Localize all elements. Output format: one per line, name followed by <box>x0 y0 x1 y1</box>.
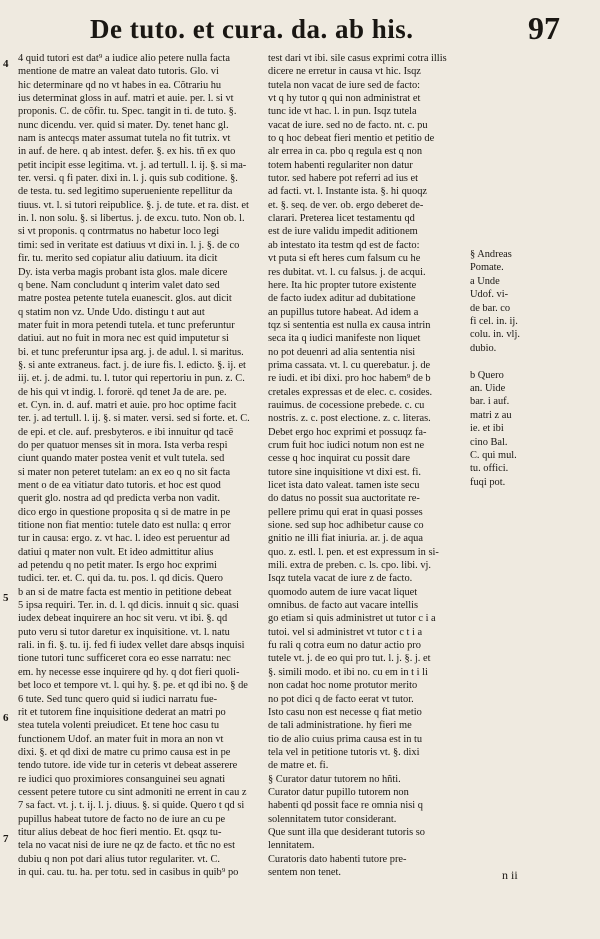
text-line: titione non fiat mentio: tutele dato est nulla: q error <box>18 520 231 532</box>
text-line: tutor. sed habere pot referri ad ius et <box>268 173 419 185</box>
text-line: 5 ipsa requiri. Ter. in. d. l. qd dicis. innuit q sic. quasi <box>18 600 240 612</box>
text-line: re iudici quo proximiores consanguinei seu agnati <box>18 773 226 785</box>
text-line: iudex debeat inquirere an hoc sit veru. vt ibi. §. qd <box>18 613 228 625</box>
text-line: omnibus. de facto aut vacare intellis <box>268 600 419 612</box>
text-line: Dy. ista verba magis probant ista glos. male dicere <box>18 266 228 278</box>
text-line: mili. extra de preben. c. ls. cpo. libi. vj. <box>268 560 432 572</box>
gloss-line: bar. i auf. <box>470 396 510 408</box>
text-line: in qui. cau. tu. ha. per totu. sed in casibus in quib⁹ po <box>18 866 239 878</box>
text-line: lennitatem. <box>268 840 315 852</box>
text-line: si mater non peteret tutelam: an ex eo q no sit facta <box>18 466 231 478</box>
text-line: Curator datur pupillo tutorem non <box>268 786 409 798</box>
text-line: pupillus habeat tutore de facto no de iure an cu pe <box>18 813 226 825</box>
text-line: tiuus. vt. l. si tutori reipublice. §. j. de tute. et ra. dist. et <box>18 199 249 211</box>
gloss-line <box>470 355 596 368</box>
gloss-line: colu. in. vlj. <box>470 329 520 341</box>
text-line: b an si de matre facta est mentio in petitione debeat <box>18 586 232 598</box>
gloss-line: de bar. co <box>470 302 511 314</box>
text-line: go etiam si quis administret ut tutor c i a <box>268 613 436 625</box>
running-title: De tuto. et cura. da. ab his. <box>90 14 414 44</box>
text-line: fu rali q cotra eum no datur actio pro <box>268 640 421 652</box>
folio-number: 97 <box>528 10 560 46</box>
text-line: no pot deuenri ad alia sententia nisi <box>268 346 416 358</box>
gloss-line: b Quero <box>470 369 504 381</box>
text-line: vt q hy tutor q qui non administrat et <box>268 93 421 105</box>
text-line: datiui. aut no fuit in mora nec est quid imputetur si <box>18 333 229 345</box>
text-line: tela vel in petitione tutoris vt. §. dixi <box>268 746 420 758</box>
text-line: do per quatuor menses sit in mora. Ista verba respi <box>18 439 228 451</box>
text-line: re iudi. et ibi dixi. pro hoc habem⁹ de b <box>268 373 431 385</box>
text-line: matre postea petente tutela euanescit. glos. aut dicit <box>18 293 232 305</box>
text-line: tutela non vacat de iure sed de facto: <box>268 79 421 91</box>
text-line: ter. versi. q fi pater. dixi in. l. j. quis sub coditione. §. <box>18 173 238 185</box>
text-line: dico ergo in questione proposita q si de matre in pe <box>18 506 231 518</box>
text-line: non cadat hoc nome protutor merito <box>268 680 418 692</box>
text-line: cessent petere tutore cu sint admoniti ne errent in cau z <box>18 786 247 798</box>
text-line: in. l. non solu. §. si libertus. j. de excu. tuto. Non ob. l. <box>18 213 245 225</box>
text-line: si vt proponis. q contrmatus no habetur loco legi <box>18 226 220 238</box>
gloss-line: an. Uide <box>470 383 506 395</box>
text-line: Isqz tutela vacat de iure z de facto. <box>268 573 413 585</box>
text-line: dubiu q non pot dari alius tutor regulariter. vt. C. <box>18 853 221 865</box>
margin-number: 5 <box>3 592 9 604</box>
margin-number: 4 <box>3 58 9 70</box>
text-line: ius determinat gloss in auf. matri et auie. per. l. si vt <box>18 93 234 105</box>
text-line: sione. sed sup hoc adhibetur cause co <box>268 520 424 532</box>
text-line: tudici. ter. et. C. qui da. tu. pos. l. qd dicis. Quero <box>18 573 223 585</box>
text-line: §. si ante extraneus. fact. j. de iure fis. l. edicto. §. ij. et <box>18 359 246 371</box>
text-line: § Curator datur tutorem no hñti. <box>268 773 401 785</box>
text-line: proponis. C. de cõfir. tu. Spec. tangit in ti. de tuto. §. <box>18 106 237 118</box>
text-line: bet loco et tempore vt. l. qui hy. §. pe. et qd ibi no. § de <box>18 680 248 692</box>
text-line: §. simili modo. et ibi no. cu em in t i li <box>268 666 428 678</box>
text-line: no pot dici q de facto eerat vt tutor. <box>268 693 414 705</box>
text-line: 6 tute. Sed tunc quero quid si iudici narratu fue- <box>18 693 218 705</box>
text-line: nunc dicendu. ver. quid si mater. Dy. tenet hanc gl. <box>18 119 229 131</box>
text-line: bi. et tunc preferuntur ipsa arg. j. de adul. l. si maritus. <box>18 346 244 358</box>
text-line: est de iure validu impedit aditionem <box>268 226 418 238</box>
text-line: Isto casu non est necesse q fiat metio <box>268 706 422 718</box>
text-line: fir. tu. merito sed copiatur aliu datiuum. ita dicit <box>18 253 218 265</box>
text-line: seca ita q iudici manifeste non liquet <box>268 333 421 345</box>
text-line: ad petendu q no petit mater. Is ergo hoc exprimi <box>18 560 217 572</box>
text-line: rali. in fi. §. tu. ij. fed fi iudex vellet dare absqs inquisi <box>18 640 245 652</box>
text-line: alr errea in ca. pbo q regula est q non <box>268 146 423 158</box>
margin-number: 6 <box>3 712 9 724</box>
text-line: quomodo autem de iure vacat liquet <box>268 586 418 598</box>
gloss-line: a Unde <box>470 275 500 287</box>
text-line: q bene. Nam concludunt q interim valet dato sed <box>18 279 220 291</box>
text-line: et. Cyn. in. d. auf. matri et auie. pro hoc optime facit <box>18 399 237 411</box>
text-line: totem habenti regulariter non datur <box>268 159 413 171</box>
text-line: tutele vt. j. de eo qui pro tut. l. j. §. j. et <box>268 653 431 665</box>
text-line: cretales expressas et de elec. c. cosides. <box>268 386 433 398</box>
text-line: crum fuit hoc iudici notum non est ne <box>268 439 425 451</box>
catchword: n ii <box>502 868 518 882</box>
text-line: tutoi. vel si administret vt tutor c t i a <box>268 626 423 638</box>
text-line: em. hy necesse esse inquirere qd hy. q dot fieri quoli- <box>18 666 240 678</box>
text-line: sentem non tenet. <box>268 866 342 878</box>
text-line: tunc ide vt hac. l. in pun. Isqz tutela <box>268 106 417 118</box>
text-line: dicere ne erretur in causa vt hic. Isqz <box>268 66 421 78</box>
text-line: Debet ergo hoc exprimi et possuqz fa- <box>268 426 427 438</box>
text-line: tela no vacat nisi de iure ne qz de facto. et tñc no est <box>18 840 235 852</box>
text-line: clarari. Preterea licet testamentu qd <box>268 213 415 225</box>
text-line: here. Ita hic propter tutore existente <box>268 279 417 291</box>
text-line: hic determinare qd no vt habes in ea. Cõtrariu hu <box>18 79 222 91</box>
gloss-line: dubio. <box>470 342 497 354</box>
text-line: datiui q mater non vult. Et ideo admittitur alius <box>18 546 214 558</box>
text-line: de his qui vt indig. l. fororë. qd tenet Ja de are. pe. <box>18 386 227 398</box>
gloss-line: matri z au <box>470 409 512 421</box>
text-line: habenti qd possit face re omnia nisi q <box>268 800 423 812</box>
text-line: licet ista dato valeat. tamen iste secu <box>268 480 420 491</box>
gloss-line: § Andreas <box>470 249 512 260</box>
text-line: puto veru si tutor daretur ex inquisitione. vt. l. natu <box>18 626 230 638</box>
text-line: tqz si sententia est nulla ex causa intrin <box>268 319 431 331</box>
text-line: Curatoris dato habenti tutore pre- <box>268 853 407 865</box>
text-line: iij. et. j. de admi. tu. l. tutor qui repertoriu in pun. z. C. <box>18 373 245 385</box>
text-line: rit et tutorem fine inquisitione dederat an matri po <box>18 706 226 718</box>
text-line: vt puta si eft heres cum falsum cu he <box>268 253 421 265</box>
gloss-line: Pomate. <box>470 262 504 274</box>
text-line: nostris. z. c. post electione. z. c. literas. <box>268 413 431 425</box>
text-line: an pupillus tutore habeat. Ad idem a <box>268 306 419 318</box>
text-line: tio de alio cuius prima causa est in tu <box>268 733 423 745</box>
text-line: rauimus. de cocessione prebede. c. cu <box>268 399 425 411</box>
text-line: tutore sine inquisitione vt dixi est. fi. <box>268 466 421 478</box>
text-line: ciunt quando mater postea venit et vult tutela. sed <box>18 453 225 465</box>
text-line: ab intestato ita testm qd est de facto: <box>268 239 420 251</box>
right-text-column <box>268 52 464 879</box>
text-line: in auf. de here. q ab intest. defer. §. ex his. tñ ex quo <box>18 146 236 158</box>
text-line: tendo tutore. ide vide tur in ceteris vt debeat asserere <box>18 760 238 772</box>
text-line: timi: sed in veritate est datiuus vt dixi in. l. j. §. de co <box>18 239 240 251</box>
text-line: ment o de ea vitiatur dato tutoris. et hoc est quod <box>18 480 221 491</box>
gloss-line: fi cel. in. ij. <box>470 316 518 328</box>
text-line: tur in causa: ergo. z. vt hac. l. ideo est peruentur ad <box>18 533 230 545</box>
text-line: dixi. §. et qd dixi de matre cu primo causa est in pe <box>18 746 231 758</box>
text-line: mater fuit in mora petendi tutela. et tunc preferuntur <box>18 319 235 331</box>
gloss-line: cino Bal. <box>470 436 508 448</box>
running-header <box>90 8 570 48</box>
text-line: cesse q hoc inquirat cu possit dare <box>268 453 410 465</box>
text-line: ad facti. vt. l. Instante ista. §. hi quoqz <box>268 186 427 198</box>
gloss-line: C. qui mul. <box>470 450 517 462</box>
text-line: stea tutela volenti preiudicet. Et tene hoc casu tu <box>18 720 220 732</box>
gloss-line: tu. offici. <box>470 463 509 475</box>
text-line: vacat de iure. sed no de facto. nt. c. pu <box>268 119 428 131</box>
text-line: solennitatem tutor considerant. <box>268 813 397 825</box>
text-line: tione tutori tunc sufficeret cora eo esse narratu: nec <box>18 653 231 665</box>
text-line: querit glo. nostra ad qd predicta verba non vadit. <box>18 493 220 505</box>
text-line: functionem Udof. an mater fuit in mora an non vt <box>18 733 224 745</box>
text-line: prima cassata. vt. l. cu querebatur. j. de <box>268 359 431 371</box>
text-line: do datus no possit sua auctoritate re- <box>268 493 420 505</box>
text-line: Que sunt illa que desiderant tutoris so <box>268 826 425 838</box>
text-line: de facto iudex aditur ad dubitatione <box>268 293 416 305</box>
text-line: petit incipit esse legitima. vt. j. ad tertull. l. ij. §. si ma- <box>18 159 247 171</box>
text-line: gnitio ne illi fiat iniuria. ar. j. de aqua <box>268 533 423 545</box>
text-line: quo. z. estl. l. pen. et est expressum in si- <box>268 546 439 558</box>
text-line: res dubitat. vt. l. cu falsus. j. de acqui. <box>268 266 426 278</box>
left-text-column <box>18 52 262 879</box>
text-line: de matre et. fi. <box>268 760 329 772</box>
text-line: test dari vt ibi. sile casus exprimi cotra illis <box>268 53 447 64</box>
gloss-line: Udof. vi- <box>470 289 509 301</box>
gloss-line: ie. et ibi <box>470 423 504 435</box>
text-line: to q hoc debeat fieri mentio et petitio de <box>268 133 435 145</box>
text-line: ter. j. ad tertull. l. ij. §. si mater. versi. sed si forte. et. C. <box>18 413 250 425</box>
text-line: de testa. tu. sed legitimo superueniente repellitur da <box>18 186 233 198</box>
text-line: de tali administratione. hy fieri me <box>268 720 412 732</box>
gloss-line: fuqi pot. <box>470 476 506 488</box>
text-line: nam is antecqs mater assumat tutela no fit tutrix. vt <box>18 133 231 145</box>
text-line: 7 sa fact. vt. j. t. ij. l. j. diuus. §. si quide. Quero t qd si <box>18 800 245 812</box>
text-line: pellere primu qui erat in quasi posses <box>268 506 423 518</box>
text-line: titur alius debeat de hoc fieri mentio. Et. qsqz tu- <box>18 826 222 838</box>
text-line: de epi. et cle. auf. presbyteros. e ibi innuitur qd tacë <box>18 426 234 438</box>
margin-gloss <box>470 248 596 489</box>
text-line: mentione de matre an valeat dato tutoris. Glo. vi <box>18 66 219 78</box>
margin-number: 7 <box>3 833 9 845</box>
text-line: q statim non vz. Unde Udo. distingu t aut aut <box>18 306 205 318</box>
text-line: 4 quid tutori est dat⁹ a iudice alio petere nulla facta <box>18 53 230 64</box>
text-line: et. §. seq. de ver. ob. ergo deberet de- <box>268 199 424 211</box>
